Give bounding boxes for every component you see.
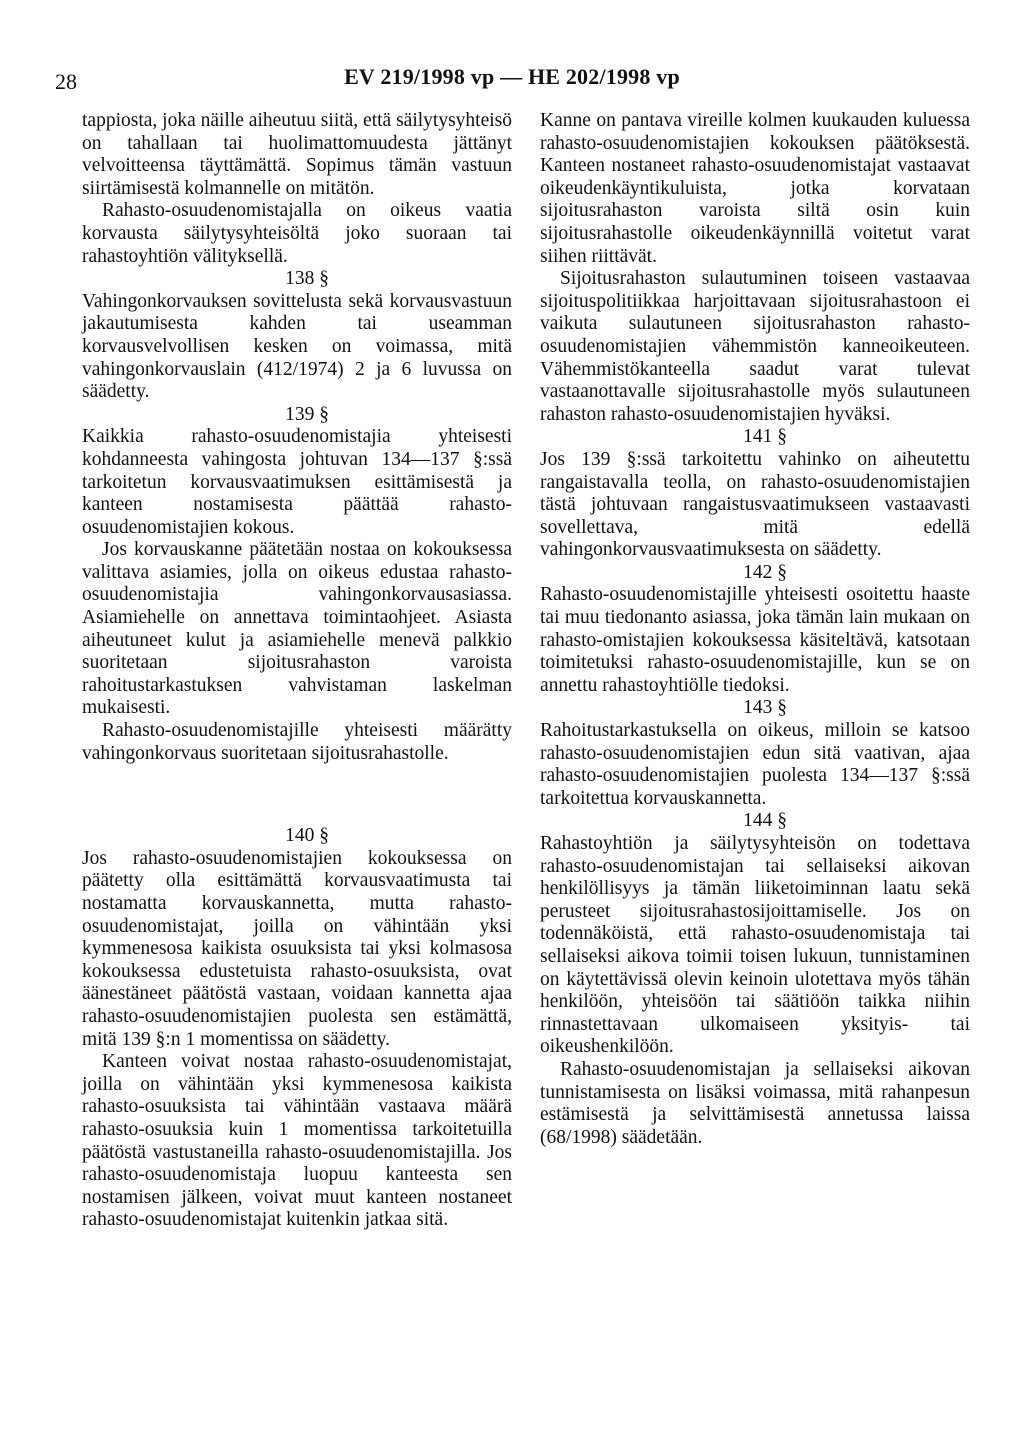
paragraph: Vahingonkorvauksen sovittelusta sekä korvausvastuun jakautumisesta kahden tai useamman korvausvelvollisen kesken on voimassa, mitä vahingonkorvauslain (412/1974) 2 ja 6 luvussa on säädetty. xyxy=(82,290,512,403)
page-number: 28 xyxy=(55,69,77,94)
paragraph: Kanne on pantava vireille kolmen kuukauden kuluessa rahasto-osuudenomistajien kokouksen päätöksestä. Kanteen nostaneet rahasto-osuudenomistajat vastaavat oikeudenkäyntikuluista, jotka korvataan sijoitusrahaston varoista siltä osin kuin sijoitusrahastolle oikeudenkäynnillä voitetut varat siihen riittävät. xyxy=(540,110,970,267)
running-header: EV 219/1998 vp — HE 202/1998 vp xyxy=(344,64,680,89)
paragraph: Kanteen voivat nostaa rahasto-osuudenomistajat, joilla on vähintään yksi kymmenesosa kaikista rahasto-osuuksista tai vähintään vastaava määrä rahasto-osuuksia kuin 1 momentissa tarkoitetuilla päätöstä vastustaneilla rahasto-osuudenomistajilla. Jos rahasto-osuudenomistaja luopuu kanteesta sen nostamisen jälkeen, voivat muut kanteen nostaneet rahasto-osuudenomistajat kuitenkin jatkaa sitä. xyxy=(82,1051,512,1231)
paragraph: Sijoitusrahaston sulautuminen toiseen vastaavaa sijoituspolitiikkaa harjoittavaan sijoitusrahastoon ei vaikuta sulautuneen sijoitusrahaston rahasto-osuudenomistajien vähemmistön kanneoikeuteen. Vähemmistökanteella saadut varat tulevat vastaanottavalle sijoitusrahastolle myös sulautuneen rahaston rahasto-osuudenomistajien hyväksi. xyxy=(540,268,970,425)
section-heading-140: 140 § xyxy=(285,825,329,847)
section-heading-142: 142 § xyxy=(743,561,787,583)
paragraph: Jos korvauskanne päätetään nostaa on kokouksessa valittava asiamies, jolla on oikeus edustaa rahasto-osuudenomistajia vahingonkorvausasiassa. Asiamiehelle on annettava toimintaohjeet. Asiasta aiheutuneet kulut ja asiamiehelle menevä palkkio suoritetaan sijoitusrahaston varoista rahoitustarkastuksen vahvistaman laskelman mukaisesti. xyxy=(82,539,512,719)
section-heading-144: 144 § xyxy=(743,810,787,832)
section-heading-143: 143 § xyxy=(743,697,787,719)
paragraph: Rahoitustarkastuksella on oikeus, milloin se katsoo rahasto-osuudenomistajien edun sitä vaativan, ajaa rahasto-osuudenomistajien puolesta 134—137 §:ssä tarkoitettua korvauskannetta. xyxy=(540,720,970,809)
paragraph: Rahasto-osuudenomistajan ja sellaiseksi aikovan tunnistamisesta on lisäksi voimassa, mitä rahanpesun estämisestä ja selvittämisestä annetussa laissa (68/1998) säädetään. xyxy=(540,1058,970,1148)
paragraph: Rahasto-osuudenomistajalla on oikeus vaatia korvausta säilytysyhteisöltä joko suoraan tai rahastoyhtiön välityksellä. xyxy=(82,200,512,267)
section-heading-141: 141 § xyxy=(743,426,787,448)
right-column xyxy=(540,110,970,1149)
left-column xyxy=(82,110,512,1232)
paragraph: Kaikkia rahasto-osuudenomistajia yhteisesti kohdanneesta vahingosta johtuvan 134—137 §:ssä tarkoitetun korvausvaatimuksen esittämisestä ja kanteen nostamisesta päättää rahasto-osuudenomistajien kokous. xyxy=(82,426,512,538)
paragraph: Rahasto-osuudenomistajille yhteisesti osoitettu haaste tai muu tiedonanto asiassa, joka tämän lain mukaan on rahasto-omistajien kokouksessa käsiteltävä, katsotaan toimitetuksi rahasto-osuudenomistajille, kun se on annettu rahastoyhtiölle tiedoksi. xyxy=(540,584,970,696)
section-heading-138: 138 § xyxy=(285,268,329,290)
paragraph: Rahasto-osuudenomistajille yhteisesti määrätty vahingonkorvaus suoritetaan sijoitusrahastolle. xyxy=(82,720,512,764)
paragraph: tappiosta, joka näille aiheutuu siitä, että säilytysyhteisö on tahallaan tai huolimattomuudesta jättänyt velvoitteensa täyttämättä. Sopimus tämän vastuun siirtämisestä kolmannelle on mitätön. xyxy=(82,110,512,199)
paragraph: Jos rahasto-osuudenomistajien kokouksessa on päätetty olla esittämättä korvausvaatimusta tai nostamatta korvauskannetta, mutta rahasto-osuudenomistajat, joilla on vähintään yksi kymmenesosa kaikista osuuksista tai yksi kolmasosa kokouksessa edustetuista rahasto-osuuksista, ovat äänestäneet päätöstä vastaan, voidaan kannetta ajaa rahasto-osuudenomistajien puolesta sen estämättä, mitä 139 §:n 1 momentissa on säädetty. xyxy=(82,847,512,1050)
paragraph: Rahastoyhtiön ja säilytysyhteisön on todettava rahasto-osuudenomistajan tai sellaiseksi aikovan henkilöllisyys ja tämän liiketoiminnan laatu sekä perusteet sijoitusrahastosijoittamiselle. Jos on todennäköistä, että rahasto-osuudenomistaja tai sellaiseksi aikova toimii toisen lukuun, tunnistaminen on käytettävissä olevin keinoin ulotettava myös tähän henkilöön, yhteisöön tai säätiöön taikka niihin rinnastettavaan ulkomaiseen yksityis- tai oikeushenkilöön. xyxy=(540,833,970,1058)
paragraph: Jos 139 §:ssä tarkoitettu vahinko on aiheutettu rangaistavalla teolla, on rahasto-osuudenomistajien tästä johtuvaan rangaistusvaatimukseen vastaavasti sovellettava, mitä edellä vahingonkorvausvaatimuksesta on säädetty. xyxy=(540,448,970,561)
section-heading-139: 139 § xyxy=(285,403,329,425)
